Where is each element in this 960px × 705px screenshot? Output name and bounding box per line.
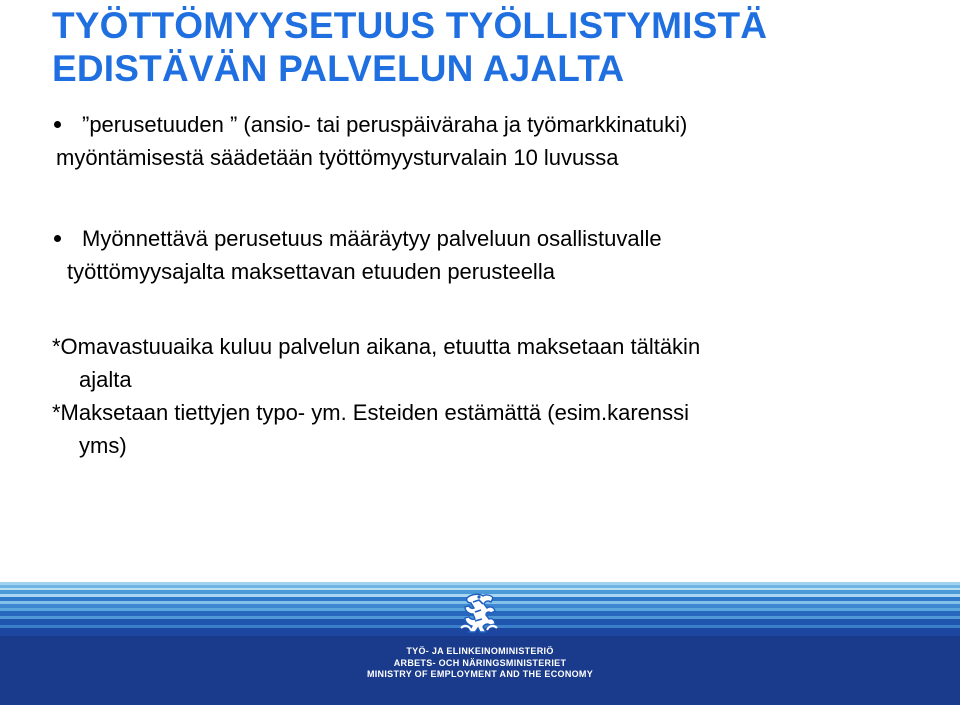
bullet-dot	[54, 121, 61, 128]
ministry-name	[330, 646, 630, 681]
note-1-line-2: ajalta	[79, 367, 132, 392]
page-title	[52, 4, 952, 90]
bullet-item-1	[56, 108, 688, 174]
finnish-lion-crest-icon	[453, 588, 505, 640]
bullet-dot	[54, 235, 61, 242]
title-line-2: EDISTÄVÄN PALVELUN AJALTA	[52, 48, 625, 89]
ministry-name-fi: TYÖ- JA ELINKEINOMINISTERIÖ	[406, 646, 554, 656]
ministry-name-en: MINISTRY OF EMPLOYMENT AND THE ECONOMY	[366, 669, 594, 679]
note-2-line-2: yms)	[79, 433, 127, 458]
note-2	[52, 396, 689, 462]
ministry-name-sv: ARBETS- OCH NÄRINGSMINISTERIET	[393, 657, 567, 668]
title-line-1: TYÖTTÖMYYSETUUS TYÖLLISTYMISTÄ	[52, 5, 768, 46]
note-1	[52, 330, 700, 396]
footer-band	[0, 582, 960, 705]
note-1-line-1: *Omavastuuaika kuluu palvelun aikana, etuutta maksetaan tältäkin	[52, 334, 701, 359]
bullet-2-line-1: Myönnettävä perusetuus määräytyy palveluun osallistuvalle	[82, 226, 662, 251]
note-2-line-1: *Maksetaan tiettyjen typo- ym. Esteiden estämättä (esim.karenssi	[52, 400, 690, 425]
bullet-item-2	[67, 222, 662, 288]
bullet-1-line-1: ”perusetuuden ” (ansio- tai peruspäiväraha ja työmarkkinatuki)	[82, 112, 688, 137]
bullet-1-line-2: myöntämisestä säädetään työttömyysturvalain 10 luvussa	[56, 145, 619, 170]
bullet-2-line-2: työttömyysajalta maksettavan etuuden perusteella	[67, 259, 555, 284]
